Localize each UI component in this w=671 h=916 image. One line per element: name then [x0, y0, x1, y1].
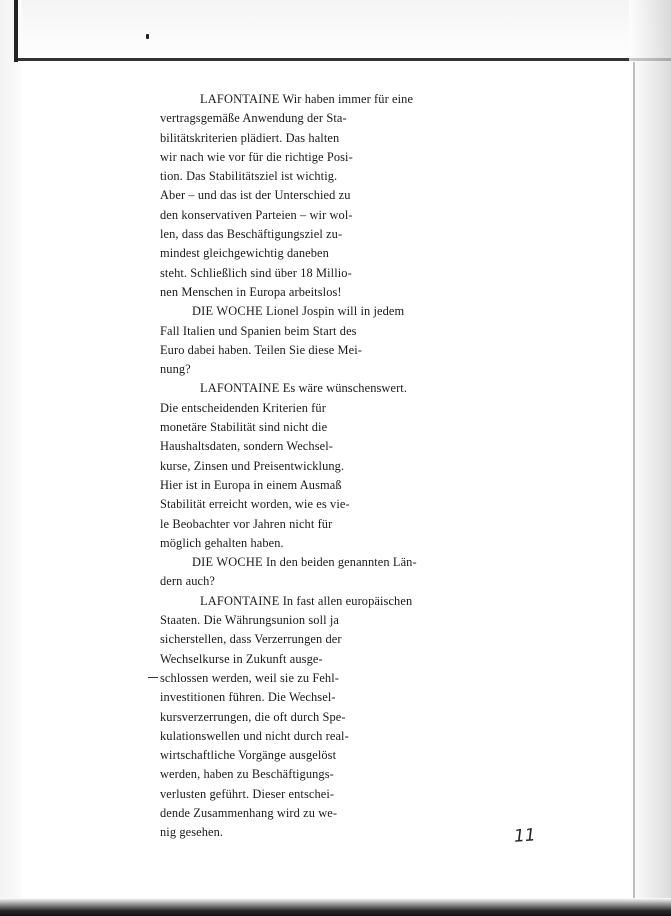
text-line: verlusten geführt. Dieser entschei- [160, 786, 335, 801]
line-text: Wir haben immer für eine [282, 92, 414, 106]
text-line: schlossen werden, weil sie zu Fehl- [160, 670, 339, 685]
text-line: Fall Italien und Spanien beim Start des [160, 323, 357, 338]
text-line: werden, haben zu Beschäftigungs- [160, 767, 334, 782]
margin-mark [148, 677, 158, 678]
speaker-name: LAFONTAINE [200, 593, 280, 608]
text-line: Aber – und das ist der Unterschied zu [160, 188, 351, 203]
paragraph-1 [160, 90, 450, 302]
speaker-name: LAFONTAINE [200, 381, 280, 396]
line-text: Lionel Jospin will in jedem [265, 304, 405, 319]
text-line: Staaten. Die Währungsunion soll ja [160, 613, 340, 628]
line-text: In den beiden genannten Län- [265, 555, 417, 570]
interview-text [160, 90, 450, 843]
text-line [160, 90, 450, 109]
text-line: investitionen führen. Die Wechsel- [160, 690, 336, 705]
text-line [160, 592, 450, 611]
scan-left-edge [0, 0, 22, 916]
text-line [160, 302, 450, 321]
paragraph-5 [160, 592, 450, 843]
scan-right-rule [633, 62, 635, 902]
text-line: monetäre Stabilität sind nicht die [160, 420, 328, 435]
text-line: bilitätskriterien plädiert. Das halten [160, 130, 340, 145]
scan-top-edge [0, 0, 671, 62]
scan-right-edge [629, 0, 671, 916]
text-line: mindest gleichgewichtig daneben [160, 246, 329, 261]
text-line: steht. Schließlich sind über 18 Millio- [160, 265, 352, 280]
paragraph-2 [160, 302, 450, 379]
line-text: Es wäre wünschenswert. [282, 381, 408, 396]
page-number: 11 [513, 825, 537, 847]
text-line [160, 379, 450, 398]
text-line: tion. Das Stabilitätsziel ist wichtig. [160, 169, 338, 184]
text-line: kursverzerrungen, die oft durch Spe- [160, 709, 346, 724]
text-line: nung? [160, 362, 191, 377]
text-line: sicherstellen, dass Verzerrungen der [160, 632, 342, 647]
text-line: le Beobachter vor Jahren nicht für [160, 516, 333, 531]
scan-bottom-edge [0, 898, 671, 916]
scan-speck [146, 34, 149, 39]
text-line: dern auch? [160, 574, 216, 589]
paragraph-3 [160, 379, 450, 553]
text-line: kurse, Zinsen und Preisentwicklung. [160, 458, 345, 473]
text-line: kulationswellen und nicht durch real- [160, 728, 349, 743]
scan-top-rule [18, 58, 671, 61]
text-line: möglich gehalten haben. [160, 535, 284, 550]
text-line: len, dass das Beschäftigungsziel zu- [160, 227, 343, 242]
text-line: Stabilität erreicht worden, wie es vie- [160, 497, 350, 512]
text-line: wir nach wie vor für die richtige Posi- [160, 149, 353, 164]
text-line: nig gesehen. [160, 825, 224, 840]
text-line: den konservativen Parteien – wir wol- [160, 207, 353, 222]
text-line: vertragsgemäße Anwendung der Sta- [160, 111, 347, 126]
text-line: wirtschaftliche Vorgänge ausgelöst [160, 748, 337, 763]
paragraph-4 [160, 553, 450, 592]
text-line: dende Zusammenhang wird zu we- [160, 805, 338, 820]
speaker-name: DIE WOCHE [192, 555, 263, 570]
text-line: nen Menschen in Europa arbeitslos! [160, 284, 342, 299]
text-line: Die entscheidenden Kriterien für [160, 400, 326, 415]
scan-left-bar [14, 0, 18, 62]
text-line: Euro dabei haben. Teilen Sie diese Mei- [160, 342, 363, 357]
text-line: Wechselkurse in Zukunft ausge- [160, 651, 323, 666]
line-text: In fast allen europäischen [282, 593, 413, 608]
speaker-name: DIE WOCHE [192, 304, 263, 319]
text-line [160, 553, 450, 572]
speaker-name: LAFONTAINE [200, 92, 280, 106]
text-line: Hier ist in Europa in einem Ausmaß [160, 477, 342, 492]
text-line: Haushaltsdaten, sondern Wechsel- [160, 439, 333, 454]
